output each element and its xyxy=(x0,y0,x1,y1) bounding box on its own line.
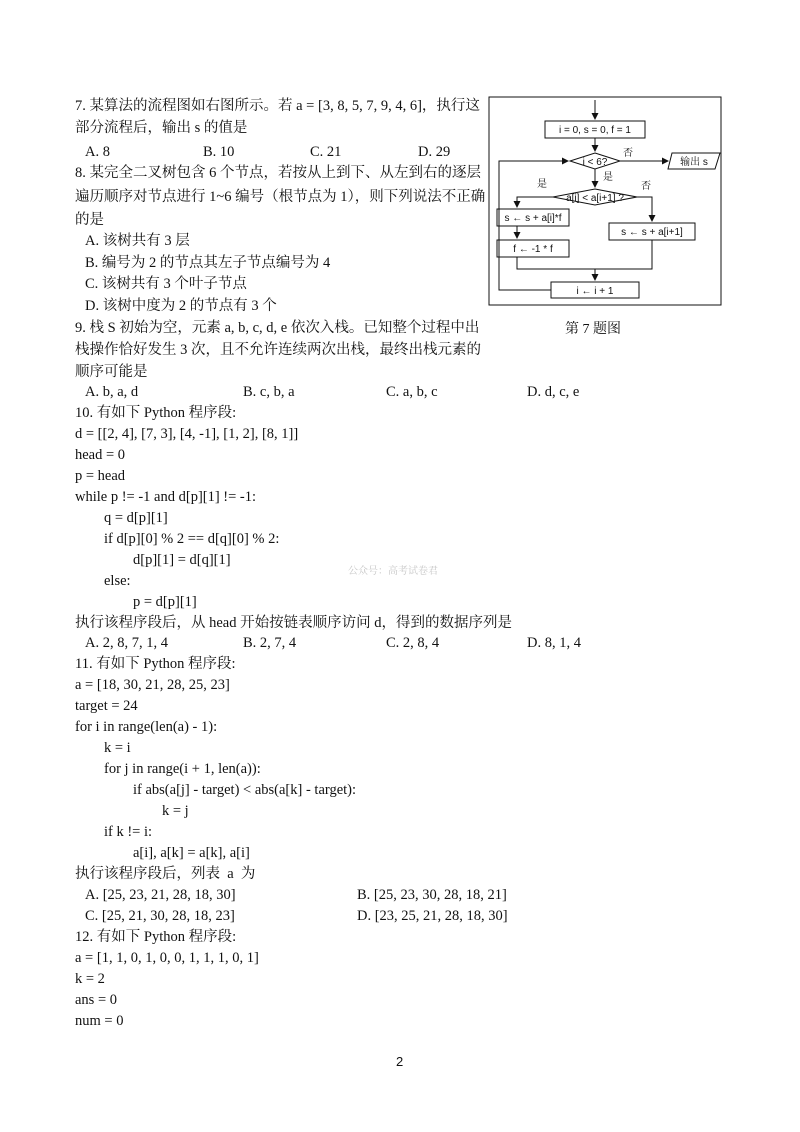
flowchart-yes2-label: 是 xyxy=(537,179,547,190)
q10-code-line: q = d[p][1] xyxy=(104,510,168,526)
q12-code-line: num = 0 xyxy=(75,1013,124,1029)
flowchart-left-op-1-text: s ← s + a[i]*f xyxy=(504,213,562,224)
q10-option-c: C. 2, 8, 4 xyxy=(386,635,440,651)
flowchart-no2-label: 否 xyxy=(641,181,651,192)
q10-code-line: d = [[2, 4], [7, 3], [4, -1], [1, 2], [8, 1]] xyxy=(75,426,299,442)
q9-option-a: A. b, a, d xyxy=(85,384,139,400)
q10-question: 执行该程序段后，从 head 开始按链表顺序访问 d，得到的数据序列是 xyxy=(75,615,512,631)
flowchart-cond2-text: a[i] < a[i+1] ? xyxy=(566,193,624,204)
q9-line-3: 顺序可能是 xyxy=(75,364,148,380)
q7-option-a: A. 8 xyxy=(85,144,110,160)
q11-code-line: k = j xyxy=(162,803,189,819)
q11-code-line: k = i xyxy=(104,740,131,756)
q7-line-1: 7. 某算法的流程图如右图所示。若 a = [3, 8, 5, 7, 9, 4, 6]，执行这 xyxy=(75,98,480,114)
q8-line-1: 8. 某完全二叉树包含 6 个节点，若按从上到下、从左到右的逐层 xyxy=(75,165,481,181)
q8-option-b: B. 编号为 2 的节点其左子节点编号为 4 xyxy=(85,255,331,271)
q7-option-d: D. 29 xyxy=(418,144,451,160)
q11-code-line: for j in range(i + 1, len(a)): xyxy=(104,761,261,777)
q7-line-2: 部分流程后，输出 s 的值是 xyxy=(75,120,248,136)
q9-option-c: C. a, b, c xyxy=(386,384,438,400)
q8-line-2: 遍历顺序对节点进行 1~6 编号（根节点为 1），则下列说法不正确 xyxy=(75,189,486,205)
q11-code-line: for i in range(len(a) - 1): xyxy=(75,719,218,735)
flowchart-yes1-label: 是 xyxy=(603,172,613,183)
q10-code-line: d[p][1] = d[q][1] xyxy=(133,552,231,568)
q10-option-a: A. 2, 8, 7, 1, 4 xyxy=(85,635,168,651)
q11-code-line: a[i], a[k] = a[k], a[i] xyxy=(133,845,250,861)
q8-option-c: C. 该树共有 3 个叶子节点 xyxy=(85,276,247,292)
q9-line-2: 栈操作恰好发生 3 次，且不允许连续两次出栈，最终出栈元素的 xyxy=(75,342,481,358)
q10-code-line: p = head xyxy=(75,468,126,484)
flowchart-output-text: 输出 s xyxy=(680,157,708,168)
q12-title: 12. 有如下 Python 程序段: xyxy=(75,929,237,945)
flowchart-left-op-2-text: f ← -1 * f xyxy=(513,244,553,255)
flowchart-inc-text: i ← i + 1 xyxy=(576,286,614,297)
q11-question: 执行该程序段后，列表 a 为 xyxy=(75,866,256,882)
q9-line-1: 9. 栈 S 初始为空，元素 a, b, c, d, e 依次入栈。已知整个过程中出 xyxy=(75,320,480,336)
watermark: 公众号：高考试卷君 xyxy=(348,566,438,577)
page-number: 2 xyxy=(396,1054,404,1069)
q11-code-line: if abs(a[j] - target) < abs(a[k] - target): xyxy=(133,782,357,798)
q10-code-line: head = 0 xyxy=(75,447,126,463)
flowchart-no1-label: 否 xyxy=(623,148,633,159)
q11-code-line: target = 24 xyxy=(75,698,138,714)
flowchart-merge-right xyxy=(595,240,652,269)
q10-option-d: D. 8, 1, 4 xyxy=(527,635,581,651)
q7-option-b: B. 10 xyxy=(203,144,235,160)
q10-code-line: else: xyxy=(104,573,131,589)
flowchart-caption: 第 7 题图 xyxy=(565,322,621,337)
q11-code-line: a = [18, 30, 21, 28, 25, 23] xyxy=(75,677,230,693)
q12-code-line: k = 2 xyxy=(75,971,105,987)
flowchart-yes-arrow xyxy=(517,197,553,207)
q10-title: 10. 有如下 Python 程序段: xyxy=(75,405,237,421)
q11-option-d: D. [23, 25, 21, 28, 18, 30] xyxy=(357,908,508,924)
q11-option-c: C. [25, 21, 30, 28, 18, 23] xyxy=(85,908,235,924)
q10-code-line: if d[p][0] % 2 == d[q][0] % 2: xyxy=(104,531,280,547)
q12-code-line: ans = 0 xyxy=(75,992,118,1008)
flowchart-no-arrow-2 xyxy=(637,197,652,221)
q11-option-b: B. [25, 23, 30, 28, 18, 21] xyxy=(357,887,507,903)
q10-code-line: while p != -1 and d[p][1] != -1: xyxy=(75,489,257,505)
q10-option-b: B. 2, 7, 4 xyxy=(243,635,297,651)
flowchart-q7 xyxy=(485,95,725,315)
q8-option-d: D. 该树中度为 2 的节点有 3 个 xyxy=(85,298,277,314)
q9-option-d: D. d, c, e xyxy=(527,384,580,400)
q8-line-3: 的是 xyxy=(75,212,104,228)
flowchart-merge-left xyxy=(517,257,595,269)
q11-code-line: if k != i: xyxy=(104,824,153,840)
flowchart-right-op-text: s ← s + a[i+1] xyxy=(621,227,683,238)
q11-option-a: A. [25, 23, 21, 28, 18, 30] xyxy=(85,887,236,903)
q8-option-a: A. 该树共有 3 层 xyxy=(85,233,190,249)
q11-title: 11. 有如下 Python 程序段: xyxy=(75,656,236,672)
flowchart-cond1-text: i < 6? xyxy=(582,157,608,168)
flowchart-init-text: i = 0, s = 0, f = 1 xyxy=(559,125,631,136)
q7-option-c: C. 21 xyxy=(310,144,342,160)
q9-option-b: B. c, b, a xyxy=(243,384,295,400)
q10-code-line: p = d[p][1] xyxy=(133,594,197,610)
q12-code-line: a = [1, 1, 0, 1, 0, 0, 1, 1, 1, 0, 1] xyxy=(75,950,259,966)
